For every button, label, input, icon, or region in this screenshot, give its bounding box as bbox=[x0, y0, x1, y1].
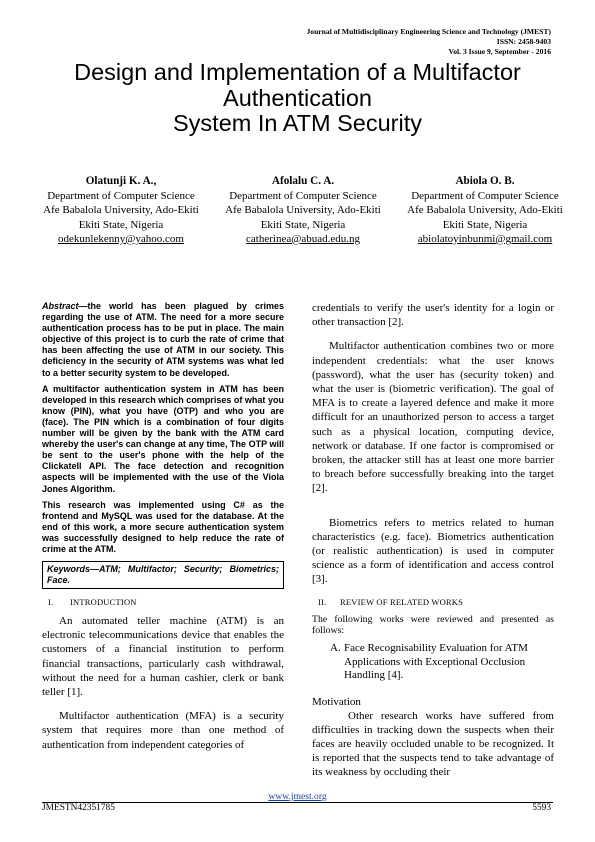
journal-website-link[interactable]: www.jmest.org bbox=[268, 791, 327, 802]
related-works-intro: The following works were reviewed and presented as follows: bbox=[312, 613, 554, 636]
author-email-link[interactable]: catherinea@abuad.edu.ng bbox=[246, 232, 360, 245]
author-department: Department of Computer Science bbox=[229, 190, 377, 203]
abstract-paragraph-3: This research was implemented using C# as the frontend and MySQL was used for the database. At the end of this work, a more secure authentication system was successfully designed to help reduce the rate of crime at the ATM. bbox=[42, 499, 284, 554]
author-1 bbox=[41, 174, 201, 246]
abstract-paragraph-2: A multifactor authentication system in ATM has been developed in this research which comprises of what you know (PIN), what you have (OTP) and who you are (face). The PIN which is a combination of four digits number will be given by the bank with the ATM card whereby the user's can change at any time, The OTP will be sent to the user's phone with the help of the Clickatell API. The face detection and recognition aspects will be implemented with the use of the Viola Jones Algorithm. bbox=[42, 383, 284, 494]
author-name: Afolalu C. A. bbox=[271, 175, 335, 187]
author-email-link[interactable]: abiolatoyinbunmi@gmail.com bbox=[417, 232, 553, 245]
abstract-label: Abstract bbox=[42, 301, 79, 311]
right-paragraph-continued: credentials to verify the user's identity for a login or other transaction [2]. bbox=[312, 302, 554, 329]
page-number: 5593 bbox=[532, 803, 551, 813]
section-title: INTRODUCTION bbox=[70, 597, 137, 608]
section-number: II. bbox=[318, 596, 327, 607]
right-paragraph-biometrics: Biometrics refers to metrics related to human characteristics (e.g. face). Biometrics authentication (or realistic authentication) is used in computer science as a form of identification and access control [3]. bbox=[312, 516, 554, 586]
author-department: Department of Computer Science bbox=[411, 190, 559, 203]
journal-issn: ISSN: 2458-9403 bbox=[496, 36, 551, 46]
intro-paragraph-2: Multifactor authentication (MFA) is a security system that requires more than one method of authentication from independent categories of bbox=[42, 710, 284, 751]
subsection-letter: A. bbox=[330, 642, 341, 655]
abstract-paragraph-1 bbox=[42, 301, 284, 379]
author-university: Afe Babalola University, Ado-Ekiti bbox=[225, 204, 381, 217]
author-department: Department of Computer Science bbox=[47, 190, 195, 203]
author-email-link[interactable]: odekunlekenny@yahoo.com bbox=[58, 232, 184, 245]
section-heading-related-works bbox=[318, 597, 554, 608]
right-paragraph-mfa: Multifactor authentication combines two or more independent credentials: what the user knows (password), what the user has (security token) and what the user is (biometric verification). The goal of MFA is to create a layered defence and make it more difficult for an unauthorized person to access a target such as a physical location, computing device, network or database. If one factor is compromised or broken, the attacker still has at least one more barrier to breach before successfully breaking into the target [2]. bbox=[312, 340, 554, 495]
keywords-box: Keywords—ATM; Multifactor; Security; Biometrics; Face. bbox=[42, 561, 284, 589]
section-heading-introduction bbox=[48, 597, 284, 608]
motivation-paragraph: Other research works have suffered from difficulties in tracking down the suspects when their faces are heavily occluded unable to be recognized. It is reported that the suspects tend to take advantage of its weakness by occluding their bbox=[312, 709, 554, 779]
right-column bbox=[312, 301, 554, 790]
paper-title bbox=[30, 60, 565, 137]
author-location: Ekiti State, Nigeria bbox=[78, 218, 164, 231]
paper-id: JMESTN42351785 bbox=[42, 803, 115, 813]
journal-volume: Vol. 3 Issue 9, September - 2016 bbox=[448, 46, 551, 56]
title-line-3: System In ATM Security bbox=[173, 110, 422, 136]
intro-paragraph-1: An automated teller machine (ATM) is an electronic telecommunications device that enables the customers of a financial institution to perform financial transactions, particularly cash withdrawal, without the need for a human cashier, clerk or bank teller [1]. bbox=[42, 615, 284, 699]
section-number: I. bbox=[48, 597, 54, 608]
footer-divider bbox=[42, 802, 553, 803]
subsection-title: Face Recognisability Evaluation for ATM Applications with Exceptional Occlusion Handling [4]. bbox=[344, 642, 528, 682]
subsection-a-heading bbox=[330, 642, 554, 683]
author-3 bbox=[405, 174, 565, 246]
author-location: Ekiti State, Nigeria bbox=[442, 218, 528, 231]
title-line-2: Authentication bbox=[223, 84, 372, 111]
author-university: Afe Babalola University, Ado-Ekiti bbox=[407, 204, 563, 217]
author-2 bbox=[223, 174, 383, 246]
title-line-1: Design and Implementation of a Multifactor bbox=[74, 59, 521, 85]
author-name: Abiola O. B. bbox=[455, 175, 515, 187]
motivation-heading: Motivation bbox=[312, 695, 361, 708]
abstract-text-1: —the world has been plagued by crimes regarding the use of ATM. The need for a more secure authentication process has to be put in place. The main objective of this project is to curb the rate of crime that has been affecting the use of ATM in our society. This deficiency in the security of ATM systems was what led to a better security system to be developed. bbox=[42, 301, 284, 378]
author-name: Olatunji K. A., bbox=[85, 175, 157, 187]
section-title: REVIEW OF RELATED WORKS bbox=[340, 596, 464, 607]
journal-name: Journal of Multidisciplinary Engineering Science and Technology (JMEST) bbox=[306, 27, 551, 36]
author-location: Ekiti State, Nigeria bbox=[260, 218, 346, 231]
journal-header bbox=[191, 27, 551, 56]
author-university: Afe Babalola University, Ado-Ekiti bbox=[43, 204, 199, 217]
left-column bbox=[42, 301, 284, 762]
